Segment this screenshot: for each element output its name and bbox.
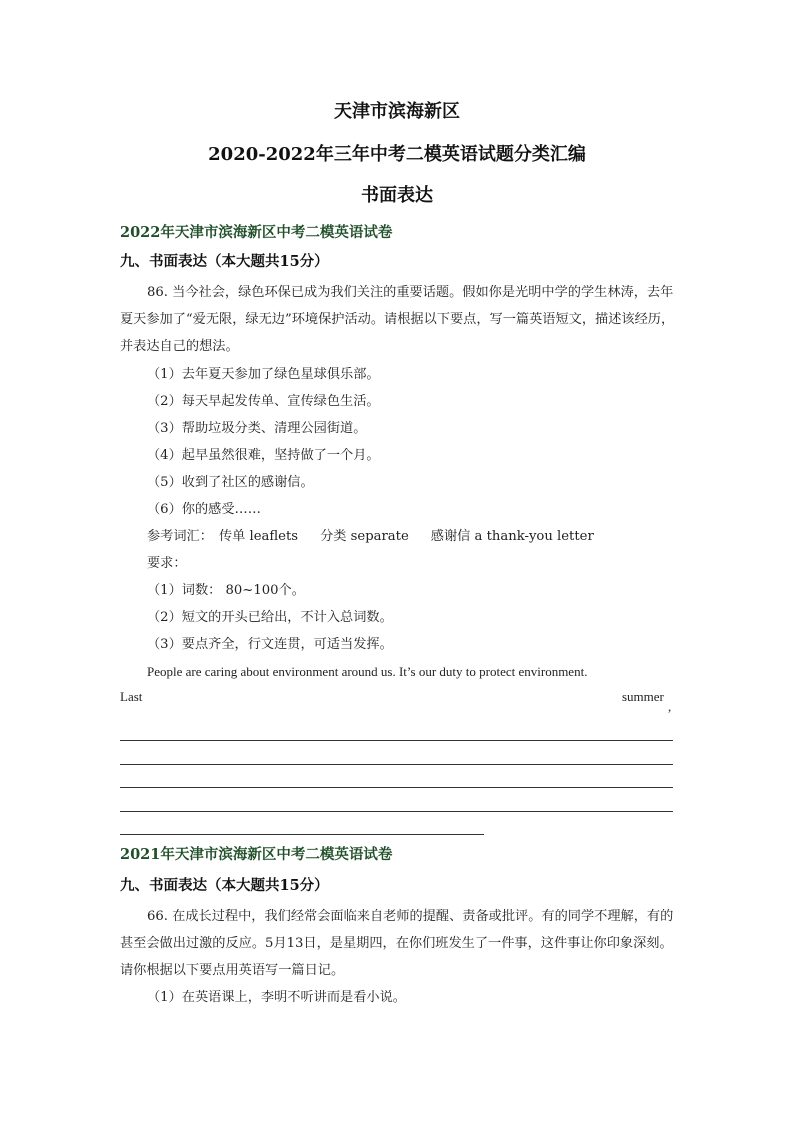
point-item: （5）收到了社区的感谢信。 — [147, 475, 314, 490]
requirement-item: （2）短文的开头已给出，不计入总词数。 — [147, 610, 393, 625]
essay-opening: People are caring about environment around us. It’s our duty to protect environment. — [147, 664, 588, 679]
point-item: （3）帮助垃圾分类、清理公园街道。 — [147, 421, 367, 436]
requirements-label: 要求： — [147, 556, 187, 571]
answer-line — [120, 811, 673, 812]
answer-line — [120, 834, 484, 835]
requirement-item: （3）要点齐全，行文连贯，可适当发挥。 — [147, 637, 393, 652]
essay-comma: , — [668, 699, 672, 714]
essay-start-word: Last — [120, 689, 143, 704]
question-66-text: 66. 在成长过程中，我们经常会面临来自老师的提醒、责备或批评。有的同学不理解，有的甚至会做出过激的反应。5月13日，是星期四，在你们班发生了一件事，这件事让你印象深刻。请你根据以下要点用英语写一篇日记。 — [120, 909, 674, 978]
answer-line — [120, 787, 673, 788]
answer-line — [120, 764, 673, 765]
section-2021-part-title: 九、书面表达（本大题共15分） — [120, 877, 329, 894]
vocab-label: 参考词汇： — [147, 529, 213, 544]
point-item: （4）起早虽然很难，坚持做了一个月。 — [147, 448, 380, 463]
point-item: （1）在英语课上，李明不听讲而是看小说。 — [147, 990, 406, 1005]
answer-line — [120, 740, 673, 741]
document-title: 天津市滨海新区 — [334, 101, 460, 122]
section-2022-part-title: 九、书面表达（本大题共15分） — [120, 253, 329, 270]
essay-end-word: summer — [622, 689, 664, 704]
vocab-item: 感谢信 a thank-you letter — [430, 529, 594, 544]
vocab-item: 传单 leaflets — [218, 529, 299, 544]
section-2022-heading: 2022年天津市滨海新区中考二模英语试卷 — [120, 224, 393, 241]
reference-vocabulary — [147, 527, 600, 547]
document-category: 书面表达 — [361, 185, 433, 206]
vocab-item: 分类 separate — [320, 529, 409, 544]
section-2021-heading: 2021年天津市滨海新区中考二模英语试卷 — [120, 846, 393, 863]
point-item: （6）你的感受…… — [147, 502, 261, 517]
point-item: （1）去年夏天参加了绿色星球俱乐部。 — [147, 367, 380, 382]
document-subtitle: 2020-2022年三年中考二模英语试题分类汇编 — [208, 144, 586, 165]
point-item: （2）每天早起发传单、宣传绿色生活。 — [147, 394, 380, 409]
question-86-text: 86. 当今社会，绿色环保已成为我们关注的重要话题。假如你是光明中学的学生林涛，去年夏天参加了“爱无限，绿无边”环境保护活动。请根据以下要点，写一篇英语短文，描述该经历，并表达自己的想法。 — [120, 285, 675, 354]
requirement-item: （1）词数： 80~100个。 — [147, 583, 305, 598]
